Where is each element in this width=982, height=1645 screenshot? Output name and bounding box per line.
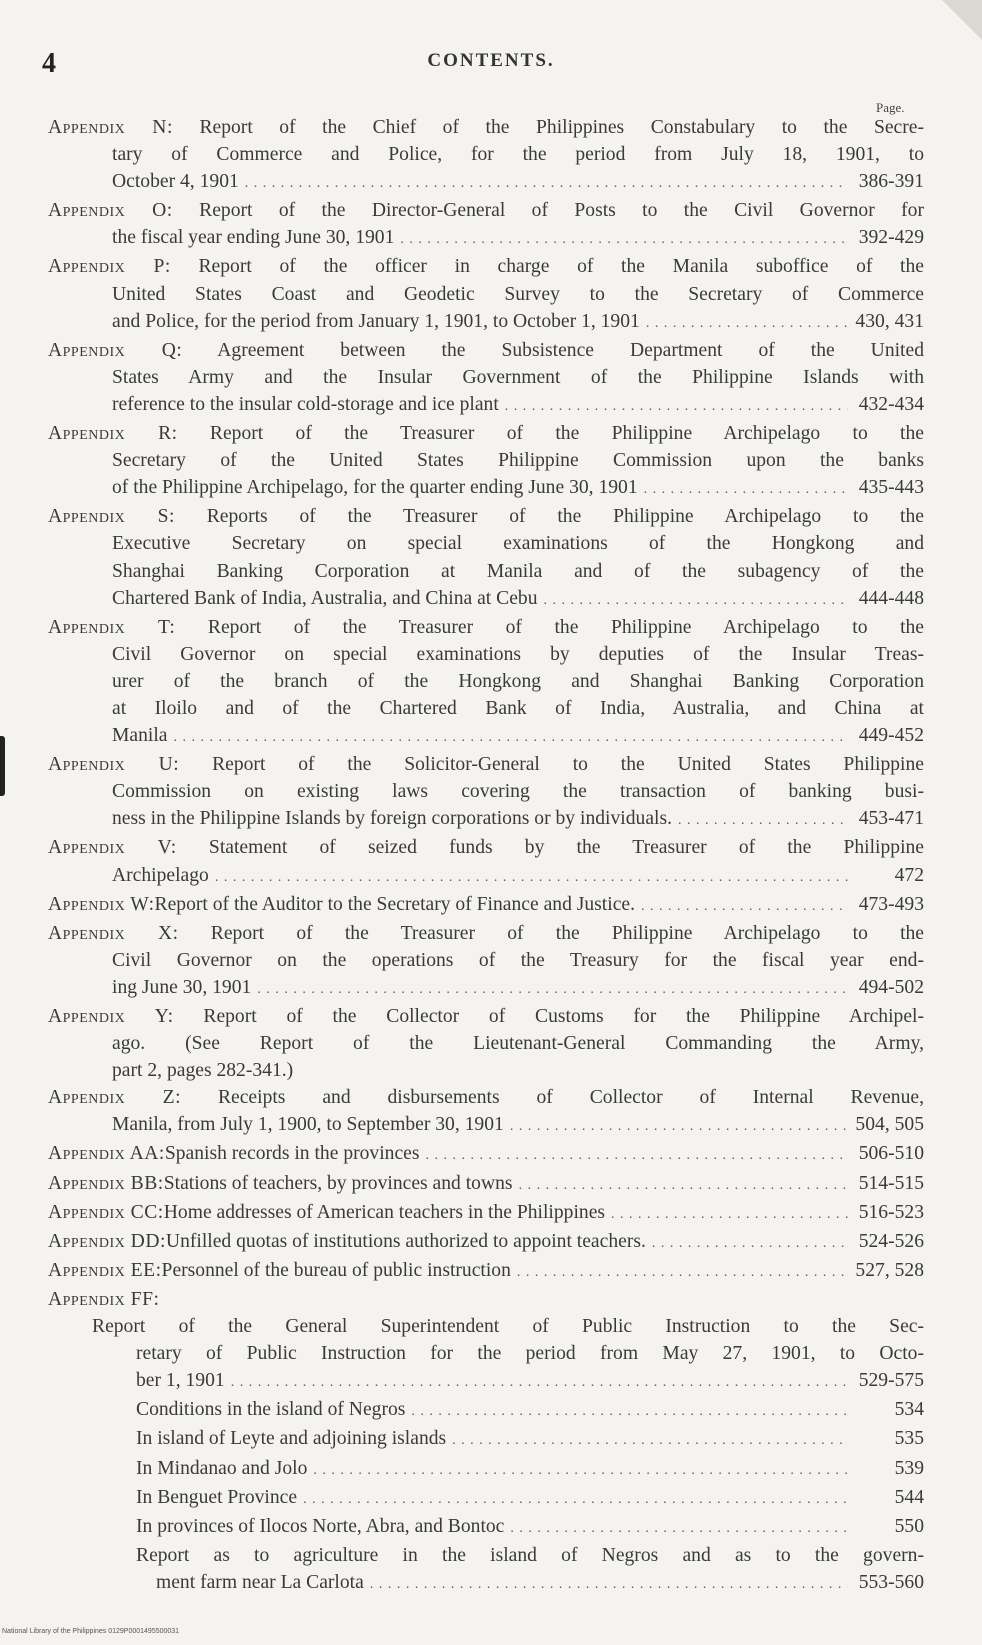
- appendix-label: Appendix Z:: [48, 1087, 182, 1109]
- toc-entry[interactable]: [48, 420, 924, 503]
- appendix-label: Appendix EE:: [48, 1259, 162, 1281]
- toc-line: [48, 391, 924, 420]
- appendix-label: Appendix CC:: [48, 1201, 164, 1223]
- table-of-contents: [48, 114, 924, 1598]
- toc-text: Report of the Treasurer of the Philippine Archipelago to the: [210, 922, 924, 944]
- page-ref: 524-526: [858, 1230, 924, 1252]
- toc-line: [48, 447, 924, 474]
- toc-line: [48, 168, 924, 197]
- toc-line: [48, 1367, 924, 1396]
- dot-leader: [411, 1396, 848, 1425]
- toc-text: Statement of seized funds by the Treasurer of the Philippine: [208, 837, 924, 859]
- toc-line: [48, 805, 924, 834]
- toc-text: ing June 30, 1901: [112, 976, 252, 998]
- dot-leader: [245, 168, 848, 197]
- toc-line: [48, 585, 924, 614]
- toc-text: of the Philippine Archipelago, for the quarter ending June 30, 1901: [112, 477, 638, 499]
- toc-subentry[interactable]: [48, 1396, 924, 1425]
- toc-line: [48, 558, 924, 585]
- toc-text: Report of the Solicitor-General to the United States Philippine: [212, 754, 924, 776]
- toc-text: United States Coast and Geodetic Survey to the Secretary of Commerce: [112, 283, 924, 305]
- dot-leader: [231, 1367, 848, 1396]
- appendix-label: Appendix X:: [48, 922, 179, 944]
- page-ref: 527, 528: [855, 1259, 924, 1281]
- toc-text: Report of the officer in charge of the Manila suboffice of the: [198, 256, 924, 278]
- dot-leader: [641, 891, 848, 920]
- toc-line: [48, 1057, 924, 1084]
- toc-text: Civil Governor on the operations of the Treasury for the fiscal year end-: [112, 949, 924, 971]
- toc-entry[interactable]: [48, 1170, 924, 1199]
- toc-line: [48, 862, 924, 891]
- footer-credit: National Library of the Philippines 0129P0001495500031: [2, 1628, 180, 1635]
- page-ref: 534: [894, 1399, 924, 1421]
- page-ref: 449-452: [858, 725, 924, 747]
- page-title: CONTENTS.: [427, 50, 555, 71]
- dot-leader: [644, 474, 848, 503]
- dot-leader: [505, 391, 848, 420]
- toc-entry[interactable]: [48, 834, 924, 890]
- page-ref: 386-391: [858, 171, 924, 193]
- toc-text: Personnel of the bureau of public instruction: [161, 1259, 511, 1281]
- appendix-label: Appendix W:: [48, 893, 155, 915]
- toc-text: Agreement between the Subsistence Department of the United: [217, 339, 924, 361]
- page-ref: 529-575: [858, 1370, 924, 1392]
- binding-edge: [0, 736, 5, 796]
- toc-line: [48, 197, 924, 224]
- toc-line: [48, 1455, 924, 1484]
- page-ref: 392-429: [858, 227, 924, 249]
- toc-line: [48, 1313, 924, 1340]
- page-ref: 506-510: [858, 1143, 924, 1165]
- toc-line: [48, 834, 924, 861]
- toc-line: [48, 668, 924, 695]
- toc-text: Conditions in the island of Negros: [136, 1399, 406, 1421]
- toc-text: Commission on existing laws covering the transaction of banking busi-: [112, 781, 924, 803]
- toc-line: [48, 474, 924, 503]
- toc-line: [48, 1484, 924, 1513]
- page-ref: 539: [894, 1457, 924, 1479]
- page-ref: 494-502: [858, 976, 924, 998]
- toc-line: [48, 364, 924, 391]
- toc-line: [48, 1396, 924, 1425]
- toc-entry[interactable]: [48, 1313, 924, 1396]
- appendix-label: Appendix Y:: [48, 1006, 174, 1027]
- dot-leader: [303, 1484, 848, 1513]
- dot-leader: [544, 585, 848, 614]
- page-ref: 516-523: [858, 1201, 924, 1223]
- toc-text: ness in the Philippine Islands by foreign corporations or by individuals.: [112, 808, 672, 830]
- toc-text: ment farm near La Carlota: [156, 1571, 364, 1593]
- appendix-label: Appendix DD:: [48, 1230, 166, 1252]
- toc-line: [48, 503, 924, 530]
- page-ref: 472: [894, 864, 924, 886]
- toc-entry[interactable]: [48, 1084, 924, 1140]
- toc-entry[interactable]: [48, 1003, 924, 1084]
- toc-text: at Iloilo and of the Chartered Bank of India, Australia, and China at: [112, 697, 924, 719]
- toc-text: ber 1, 1901: [136, 1370, 225, 1392]
- toc-line: [48, 1340, 924, 1367]
- toc-text: Report of the Collector of Customs for the Philippine Archipel-: [203, 1006, 924, 1027]
- dot-leader: [257, 974, 848, 1003]
- toc-line: [48, 641, 924, 668]
- dot-leader: [426, 1140, 849, 1169]
- toc-line: [48, 1140, 924, 1169]
- toc-text: urer of the branch of the Hongkong and Shanghai Banking Corporation: [112, 670, 924, 692]
- dot-leader: [215, 862, 848, 891]
- toc-text: ago. (See Report of the Lieutenant-General Commanding the Army,: [112, 1033, 924, 1055]
- toc-text: Reports of the Treasurer of the Philippine Archipelago to the: [206, 506, 924, 528]
- appendix-label: Appendix AA:: [48, 1143, 165, 1165]
- toc-text: Civil Governor on special examinations by deputies of the Insular Treas-: [112, 643, 924, 665]
- toc-text: In provinces of Ilocos Norte, Abra, and Bontoc: [136, 1515, 505, 1537]
- toc-text: retary of Public Instruction for the period from May 27, 1901, to Octo-: [136, 1343, 924, 1365]
- dot-leader: [313, 1455, 848, 1484]
- toc-text: Manila, from July 1, 1900, to September 30, 1901: [112, 1114, 504, 1136]
- appendix-label: Appendix V:: [48, 837, 177, 859]
- page-ref: 430, 431: [855, 310, 924, 332]
- page-ref: 550: [894, 1515, 924, 1537]
- dot-leader: [519, 1170, 848, 1199]
- page-ref: 553-560: [858, 1571, 924, 1593]
- page-ref: 504, 505: [855, 1114, 924, 1136]
- dot-leader: [452, 1425, 848, 1454]
- toc-subentry[interactable]: [48, 1484, 924, 1513]
- appendix-label: Appendix Q:: [48, 339, 183, 361]
- toc-line: [48, 253, 924, 280]
- toc-line: [48, 141, 924, 168]
- toc-line: [48, 722, 924, 751]
- toc-subentry[interactable]: [48, 1455, 924, 1484]
- toc-entry[interactable]: [48, 751, 924, 834]
- toc-entry[interactable]: [48, 197, 924, 253]
- toc-line: [48, 308, 924, 337]
- page-corner: [942, 0, 982, 40]
- toc-text: Report of the Treasurer of the Philippine Archipelago to the: [207, 616, 924, 638]
- toc-text: Report as to agriculture in the island of Negros and as to the govern-: [136, 1544, 924, 1566]
- appendix-label: Appendix T:: [48, 616, 176, 638]
- appendix-label: Appendix P:: [48, 256, 171, 278]
- toc-text: In Benguet Province: [136, 1486, 298, 1508]
- page-ref: 535: [894, 1428, 924, 1450]
- appendix-label: Appendix N:: [48, 117, 173, 138]
- toc-entry[interactable]: [48, 1140, 924, 1169]
- toc-line: [48, 337, 924, 364]
- toc-line: [48, 1030, 924, 1057]
- toc-entry[interactable]: [48, 1286, 924, 1313]
- toc-text: Shanghai Banking Corporation at Manila and of the subagency of the: [112, 560, 924, 582]
- toc-subentry[interactable]: [48, 1425, 924, 1454]
- dot-leader: [400, 224, 848, 253]
- toc-line: [48, 1542, 924, 1569]
- toc-line: [48, 947, 924, 974]
- toc-line: [48, 1084, 924, 1111]
- page-ref: 544: [894, 1486, 924, 1508]
- toc-entry[interactable]: [48, 1199, 924, 1228]
- toc-text: Unfilled quotas of institutions authorized to appoint teachers.: [165, 1230, 646, 1252]
- dot-leader: [174, 722, 849, 751]
- toc-line: [48, 1425, 924, 1454]
- toc-line: [48, 224, 924, 253]
- toc-text: Receipts and disbursements of Collector of Internal Revenue,: [217, 1087, 924, 1109]
- toc-text: Report of the Chief of the Philippines Constabulary to the Secre-: [199, 117, 924, 138]
- toc-text: Archipelago: [112, 864, 209, 886]
- toc-line: [48, 1111, 924, 1140]
- toc-line: [48, 530, 924, 557]
- toc-text: Manila: [112, 725, 168, 747]
- toc-text: October 4, 1901: [112, 171, 239, 193]
- dot-leader: [646, 308, 848, 337]
- toc-text: Executive Secretary on special examinations of the Hongkong and: [112, 533, 924, 555]
- toc-entry[interactable]: [48, 614, 924, 751]
- dot-leader: [652, 1228, 848, 1257]
- dot-leader: [510, 1111, 848, 1140]
- page-ref: 514-515: [858, 1172, 924, 1194]
- dot-leader: [678, 805, 848, 834]
- toc-entry[interactable]: [48, 1228, 924, 1257]
- page-ref: 432-434: [858, 393, 924, 415]
- toc-text: In Mindanao and Jolo: [136, 1457, 308, 1479]
- appendix-label: Appendix BB:: [48, 1172, 164, 1194]
- toc-line: [48, 695, 924, 722]
- dot-leader: [611, 1199, 848, 1228]
- appendix-label: Appendix FF:: [48, 1288, 160, 1310]
- toc-line: [48, 1199, 924, 1228]
- toc-line: [48, 1569, 924, 1598]
- toc-text: States Army and the Insular Government of the Philippine Islands with: [112, 366, 924, 388]
- page-ref: 473-493: [858, 893, 924, 915]
- toc-subentry[interactable]: [48, 1542, 924, 1598]
- toc-text: the fiscal year ending June 30, 1901: [112, 227, 395, 249]
- toc-entry[interactable]: [48, 114, 924, 197]
- toc-text: reference to the insular cold-storage and ice plant: [112, 393, 499, 415]
- page-ref: 453-471: [858, 808, 924, 830]
- appendix-label: Appendix S:: [48, 506, 175, 528]
- toc-line: [48, 1286, 924, 1313]
- toc-entry[interactable]: [48, 920, 924, 1003]
- toc-text: Spanish records in the provinces: [164, 1143, 420, 1165]
- page-column-header: Page.: [876, 100, 905, 115]
- toc-text: In island of Leyte and adjoining islands: [136, 1428, 447, 1450]
- toc-text: and Police, for the period from January 1, 1901, to October 1, 1901: [112, 310, 640, 332]
- toc-entry[interactable]: [48, 503, 924, 613]
- toc-subentry[interactable]: [48, 1513, 924, 1542]
- toc-text: part 2, pages 282-341.): [112, 1060, 294, 1082]
- toc-entry[interactable]: [48, 1257, 924, 1286]
- toc-text: Secretary of the United States Philippine Commission upon the banks: [112, 450, 924, 472]
- toc-line: [48, 281, 924, 308]
- dot-leader: [510, 1513, 848, 1542]
- appendix-label: Appendix O:: [48, 200, 173, 222]
- toc-line: [48, 1513, 924, 1542]
- toc-entry[interactable]: [48, 253, 924, 336]
- toc-text: Stations of teachers, by provinces and towns: [163, 1172, 513, 1194]
- toc-line: [48, 778, 924, 805]
- toc-text: Report of the General Superintendent of Public Instruction to the Sec-: [92, 1316, 924, 1338]
- toc-text: Home addresses of American teachers in the Philippines: [163, 1201, 606, 1223]
- toc-line: [48, 1228, 924, 1257]
- toc-text: Report of the Auditor to the Secretary of Finance and Justice.: [154, 893, 635, 915]
- toc-entry[interactable]: [48, 337, 924, 420]
- toc-line: [48, 1170, 924, 1199]
- dot-leader: [517, 1257, 848, 1286]
- toc-line: [48, 751, 924, 778]
- toc-text: Report of the Treasurer of the Philippine Archipelago to the: [209, 423, 924, 445]
- toc-line: [48, 920, 924, 947]
- appendix-label: Appendix R:: [48, 423, 178, 445]
- toc-line: [48, 891, 924, 920]
- toc-line: [48, 614, 924, 641]
- page-ref: 435-443: [858, 477, 924, 499]
- toc-line: [48, 974, 924, 1003]
- toc-line: [48, 1003, 924, 1030]
- toc-line: [48, 1257, 924, 1286]
- toc-line: [48, 420, 924, 447]
- toc-text: Report of the Director-General of Posts to the Civil Governor for: [199, 200, 924, 222]
- toc-text: tary of Commerce and Police, for the period from July 18, 1901, to: [112, 144, 924, 166]
- toc-entry[interactable]: [48, 891, 924, 920]
- toc-line: [48, 114, 924, 141]
- page-number: 4: [42, 48, 56, 79]
- dot-leader: [370, 1569, 848, 1598]
- appendix-label: Appendix U:: [48, 754, 180, 776]
- page-ref: 444-448: [858, 587, 924, 609]
- toc-text: Chartered Bank of India, Australia, and China at Cebu: [112, 587, 538, 609]
